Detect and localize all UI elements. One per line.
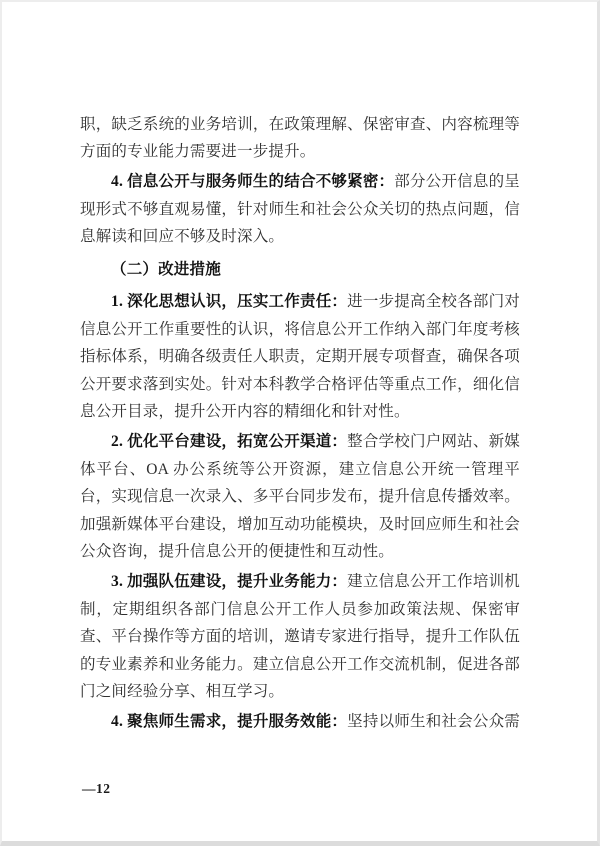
paragraph-measure-1 [80, 288, 520, 426]
paragraph-problem-4 [80, 168, 520, 251]
page-number: —12 [82, 781, 111, 796]
paragraph-measure-4 [80, 708, 520, 736]
paragraph-text: 职，缺乏系统的业务培训，在政策理解、保密审查、内容梳理等方面的专业能力需要进一步提升。 [80, 115, 520, 160]
paragraph-lead: 3. 加强队伍建设，提升业务能力： [111, 573, 348, 590]
paragraph-lead: 2. 优化平台建设，拓宽公开渠道： [111, 433, 348, 450]
page-footer [82, 780, 111, 798]
paragraph-text: 部分公开信息的呈现形式不够直观易懂，针对师生和社会公众关切的热点问题，信息解读和回应不够及时深入。 [80, 173, 520, 245]
paragraph-text: 整合学校门户网站、新媒体平台、OA 办公系统等公开资源，建立信息公开统一管理平台，实现信息一次录入、多平台同步发布，提升信息传播效率。加强新媒体平台建设，增加互动功能模块，及时回应师生和社会公众咨询，提升信息公开的便捷性和互动性。 [80, 433, 520, 560]
section-heading: （二）改进措施 [111, 260, 221, 278]
paragraph-text: 建立信息公开工作培训机制，定期组织各部门信息公开工作人员参加政策法规、保密审查、平台操作等方面的培训，邀请专家进行指导，提升工作队伍的专业素养和业务能力。建立信息公开工作交流机制，促进各部门之间经验分享、相互学习。 [80, 573, 520, 700]
paragraph-text: 进一步提高全校各部门对信息公开工作重要性的认识，将信息公开工作纳入部门年度考核指标体系，明确各级责任人职责，定期开展专项督查，确保各项公开要求落到实处。针对本科教学合格评估等重点工作，细化信息公开目录，提升公开内容的精细化和针对性。 [80, 293, 520, 420]
paragraph-measure-3 [80, 568, 520, 706]
paragraph-lead: 4. 聚焦师生需求，提升服务效能： [111, 713, 348, 730]
paragraph-continuation [80, 111, 520, 166]
paragraph-text: 坚持以师生和社会公众需 [347, 713, 520, 730]
document-body [80, 108, 520, 738]
paragraph-measure-2 [80, 428, 520, 566]
paragraph-lead: 4. 信息公开与服务师生的结合不够紧密： [111, 173, 395, 190]
paragraph-lead: 1. 深化思想认识，压实工作责任： [111, 293, 348, 310]
